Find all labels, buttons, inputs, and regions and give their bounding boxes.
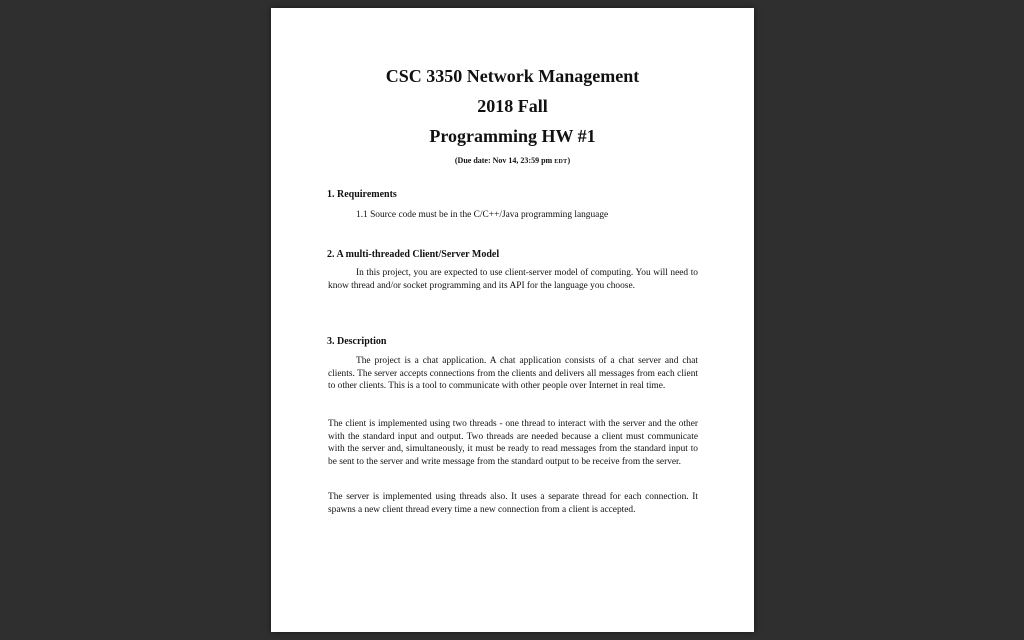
section-heading-client-server: 2. A multi-threaded Client/Server Model — [327, 249, 500, 260]
due-date — [271, 156, 754, 167]
semester-title: 2018 Fall — [477, 96, 548, 116]
description-paragraph-2: The client is implemented using two threads - one thread to interact with the server and the other with the standard input and output. Two threads are needed because a client must communicate with the server and, simultaneously, it must be ready to read messages from the standard input to be sent to the server and write message from the standard output to be receive from the server. — [328, 419, 698, 467]
due-date-prefix: (Due date: Nov 14, 23:59 pm — [454, 156, 555, 165]
requirement-item: 1.1 Source code must be in the C/C++/Java programming language — [356, 210, 609, 220]
course-title: CSC 3350 Network Management — [385, 66, 640, 86]
due-date-timezone: EDT — [554, 159, 568, 165]
client-server-paragraph: In this project, you are expected to use client-server model of computing. You will need to know thread and/or socket programming and its API for the language you choose. — [328, 268, 698, 291]
section-heading-description: 3. Description — [327, 336, 387, 347]
due-date-suffix: ) — [567, 156, 571, 165]
section-heading-requirements: 1. Requirements — [327, 189, 397, 200]
description-paragraph-3: The server is implemented using threads also. It uses a separate thread for each connection. It spawns a new client thread every time a new connection from a client is accepted. — [328, 492, 698, 515]
assignment-title: Programming HW #1 — [429, 126, 596, 146]
description-paragraph-1: The project is a chat application. A chat application consists of a chat server and chat clients. The server accepts connections from the clients and delivers all messages from each client to other clients. This is a tool to communicate with other people over Internet in real time. — [328, 356, 698, 392]
document-page — [271, 8, 754, 632]
